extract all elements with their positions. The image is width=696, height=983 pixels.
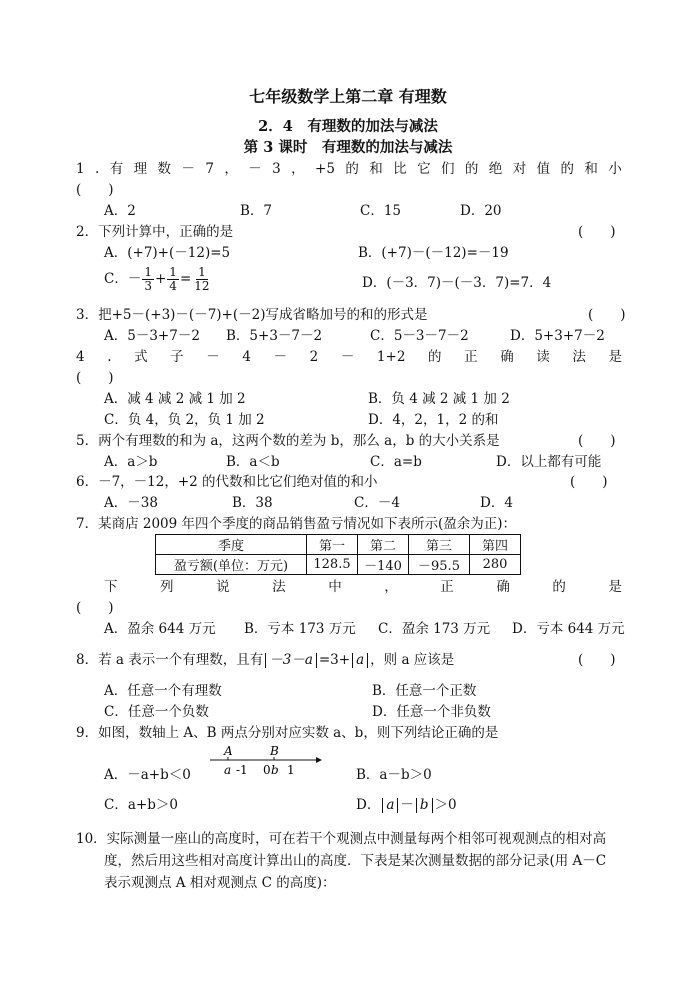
point-label-a: A	[224, 744, 233, 758]
table-cell: 280	[470, 555, 521, 575]
q1-stem-char: 理	[133, 161, 148, 177]
q5-stem: 5．两个有理数的和为 a，这两个数的差为 b，那么 a，b 的大小关系是	[76, 433, 500, 449]
q1-stem-char: 有	[109, 161, 124, 177]
q4-stem-char: 2	[309, 349, 319, 365]
q9-d-prefix: D．	[356, 797, 381, 813]
table-cell: －95.5	[409, 555, 470, 575]
q4-stem-char: 是	[608, 349, 622, 365]
q6-stem: 6．－7，－12，+2 的代数和比它们绝对值的和小	[76, 474, 378, 490]
numerator: 1	[169, 265, 177, 279]
table-header-cell: 第二	[358, 535, 409, 555]
q5-option-c[interactable]: C．a=b	[370, 454, 422, 470]
q1-stem-char: 3	[272, 161, 281, 177]
q7-stem-char: ，	[384, 579, 398, 595]
q4-stem-char: 1+2	[376, 349, 406, 365]
q9-option-c[interactable]: C．a+b＞0	[104, 797, 178, 813]
q1-stem-char: 7	[205, 161, 214, 177]
q7-stem-char: 是	[608, 579, 622, 595]
q9-option-b[interactable]: B．a－b＞0	[356, 767, 432, 783]
table-header-cell: 第三	[409, 535, 470, 555]
axis-label-a: a	[224, 763, 232, 777]
q1-stem-char: 的	[464, 161, 479, 177]
q1-stem-char: －	[181, 161, 195, 177]
q7-stem-char: 列	[160, 579, 174, 595]
q1-option-d[interactable]: D．20	[460, 203, 502, 219]
q1-stem-char: 的	[345, 161, 359, 177]
q8-option-d[interactable]: D．任意一个非负数	[372, 704, 491, 720]
q1-stem-char: 的	[560, 161, 575, 177]
q2-option-b[interactable]: B．(+7)－(－12)=－19	[358, 245, 509, 261]
number-line-diagram	[208, 744, 328, 778]
q2-answer-paren[interactable]: ( )	[578, 224, 616, 240]
fraction	[167, 266, 179, 293]
q1-stem-char: 值	[536, 161, 551, 177]
q4-option-c[interactable]: C．负 4，负 2，负 1 加 2	[104, 412, 265, 428]
q4-stem	[76, 348, 622, 366]
q3-option-b[interactable]: B．5+3－7－2	[226, 328, 323, 344]
q4-stem-char: 法	[572, 349, 586, 365]
numerator: 1	[144, 265, 152, 279]
q6-answer-paren[interactable]: ( )	[570, 474, 608, 490]
minus-sign: －	[400, 797, 414, 813]
q3-option-d[interactable]: D．5+3+7－2	[510, 328, 605, 344]
fraction	[192, 266, 211, 293]
denominator: 3	[144, 279, 152, 293]
q8-option-a[interactable]: A．任意一个有理数	[104, 683, 222, 699]
denominator: 12	[194, 279, 210, 293]
q7-answer-paren[interactable]: ( )	[76, 600, 114, 616]
q4-stem-char: 确	[500, 349, 514, 365]
q9-stem: 9．如图，数轴上 A、B 两点分别对应实数 a、b，则下列结论正确的是	[76, 725, 499, 741]
q4-stem-char: 子	[170, 349, 184, 365]
table-cell: 盈亏额(单位：万元)	[156, 555, 307, 575]
q7-stem-char: 说	[216, 579, 230, 595]
q8-option-b[interactable]: B．任意一个正数	[372, 683, 477, 699]
q9-option-d[interactable]	[356, 796, 457, 814]
q8-stem	[76, 651, 454, 669]
q4-option-d[interactable]: D．4，2，1，2 的和	[368, 412, 499, 428]
q6-option-d[interactable]: D．4	[480, 495, 513, 511]
arrow-head-icon	[316, 757, 322, 763]
q9-option-a[interactable]: A．－a+b＜0	[104, 767, 191, 783]
q5-option-a[interactable]: A．a＞b	[104, 454, 158, 470]
axis-label-zero: 0	[263, 763, 271, 777]
q1-answer-paren[interactable]: ( )	[76, 182, 114, 198]
absolute-value: b	[416, 798, 433, 813]
absolute-value: a	[352, 653, 368, 668]
q1-option-b[interactable]: B．7	[240, 203, 273, 219]
q7-option-c[interactable]: C．盈余 173 万元	[378, 621, 491, 637]
q8-option-c[interactable]: C．任意一个负数	[104, 704, 209, 720]
q10-line-3: 表示观测点 A 相对观测点 C 的高度)：	[104, 875, 336, 891]
q4-stem-char: .	[107, 349, 112, 365]
q1-stem-char: .	[95, 161, 100, 177]
q6-option-b[interactable]: B．38	[232, 495, 273, 511]
q1-stem-char: +5	[315, 161, 335, 177]
point-label-b: B	[270, 744, 279, 758]
q2-stem: 2．下列计算中，正确的是	[76, 224, 234, 240]
q1-stem-char: ，	[291, 161, 305, 177]
q2-c-prefix: C．－	[104, 271, 142, 287]
page-title: 七年级数学上第二章 有理数	[249, 87, 447, 106]
q7-stem-char: 下	[104, 579, 118, 595]
axis-label-b: b	[271, 763, 279, 777]
q4-option-a[interactable]: A．减 4 减 2 减 1 加 2	[104, 391, 246, 407]
q3-option-c[interactable]: C．5－3－7－2	[370, 328, 469, 344]
q1-stem-char: 1	[76, 161, 85, 177]
numerator: 1	[198, 265, 206, 279]
q4-stem-char: 读	[536, 349, 550, 365]
table-header-row	[156, 535, 521, 555]
q2-option-d[interactable]: D．(－3．7)－(－3．7)=7．4	[362, 275, 552, 291]
q8-stem-prefix: 8．若 a 表示一个有理数，且有	[76, 652, 264, 668]
table-cell: 128.5	[307, 555, 358, 575]
q7-profit-table	[155, 534, 521, 575]
q2-option-a[interactable]: A．(+7)+(－12)=5	[104, 245, 231, 261]
q7-stem-char: 中	[328, 579, 342, 595]
q4-stem-char: 4	[76, 349, 85, 365]
q7-stem-char: 正	[440, 579, 454, 595]
axis-label-minus-one: -1	[236, 763, 248, 777]
q1-stem-char: 它	[417, 161, 431, 177]
q4-stem-char: 式	[134, 349, 148, 365]
q8-equals: =3+	[318, 652, 351, 668]
q4-stem-char: －	[206, 349, 220, 365]
q4-option-b[interactable]: B．负 4 减 2 减 1 加 2	[368, 391, 510, 407]
q1-stem-char: 绝	[488, 161, 503, 177]
q3-stem: 3．把+5－(+3)－(－7)+(－2)写成省略加号的和的形式是	[76, 307, 428, 323]
plus-sign: +	[154, 271, 167, 287]
denominator: 4	[169, 279, 177, 293]
q7-option-a[interactable]: A．盈余 644 万元	[104, 621, 216, 637]
q7-stem: 7．某商店 2009 年四个季度的商品销售盈亏情况如下表所示(盈余为正)：	[76, 516, 517, 532]
q7-stem-continued	[104, 578, 622, 596]
q3-option-a[interactable]: A．5－3+7－2	[104, 328, 200, 344]
q5-option-d[interactable]: D．以上都有可能	[496, 454, 602, 470]
lesson-title: 第 3 课时 有理数的加法与减法	[243, 139, 453, 156]
q7-option-b[interactable]: B．亏本 173 万元	[244, 621, 356, 637]
q10-line-1: 10．实际测量一座山的高度时，可在若干个观测点中测量每两个相邻可视观测点的相对高	[76, 831, 607, 847]
q1-option-c[interactable]: C．15	[360, 203, 402, 219]
q7-stem-char: 的	[552, 579, 566, 595]
q1-stem-char: 和	[369, 161, 383, 177]
q8-stem-suffix: ，则 a 应该是	[370, 652, 455, 668]
q6-option-a[interactable]: A．－38	[104, 495, 158, 511]
axis-label-one: 1	[287, 763, 295, 777]
q9-d-suffix: ＞0	[434, 797, 457, 813]
table-cell: －140	[358, 555, 409, 575]
q1-stem-char: 比	[393, 161, 407, 177]
q1-stem	[76, 160, 622, 178]
q7-option-d[interactable]: D．亏本 644 万元	[512, 621, 625, 637]
q3-answer-paren[interactable]: ( )	[588, 307, 626, 323]
q1-stem-char: 数	[157, 161, 172, 177]
absolute-value: －3－a	[265, 653, 317, 668]
q4-answer-paren[interactable]: ( )	[76, 370, 114, 386]
q1-option-a[interactable]: A．2	[104, 203, 136, 219]
q7-stem-char: 确	[496, 579, 510, 595]
section-title: 2．4 有理数的加法与减法	[258, 118, 438, 135]
q4-stem-char: 的	[428, 349, 442, 365]
q4-stem-char: 4	[242, 349, 251, 365]
q1-stem-char: 和	[584, 161, 598, 177]
q1-stem-char: 小	[608, 161, 622, 177]
q4-stem-char: －	[273, 349, 288, 365]
table-row	[156, 555, 521, 575]
fraction	[142, 266, 154, 293]
q7-stem-char: 法	[272, 579, 286, 595]
q8-answer-paren[interactable]: ( )	[578, 652, 616, 668]
absolute-value: a	[382, 798, 398, 813]
q1-stem-char: 对	[512, 161, 527, 177]
q6-option-c[interactable]: C．－4	[354, 495, 400, 511]
q4-stem-char: 正	[464, 349, 478, 365]
q10-line-2: 度，然后用这些相对高度计算出山的高度．下表是某次测量数据的部分记录(用 A－C	[104, 853, 607, 869]
table-header-cell: 第四	[470, 535, 521, 555]
q1-stem-char: －	[248, 161, 262, 177]
equals-sign: =	[179, 271, 192, 287]
q5-answer-paren[interactable]: ( )	[578, 433, 616, 449]
q2-option-c[interactable]	[104, 264, 213, 294]
table-header-cell: 第一	[307, 535, 358, 555]
table-header-cell: 季度	[156, 535, 307, 555]
q1-stem-char: ，	[224, 161, 238, 177]
q5-option-b[interactable]: B．a＜b	[226, 454, 280, 470]
q1-stem-char: 们	[440, 161, 455, 177]
q4-stem-char: －	[340, 349, 355, 365]
